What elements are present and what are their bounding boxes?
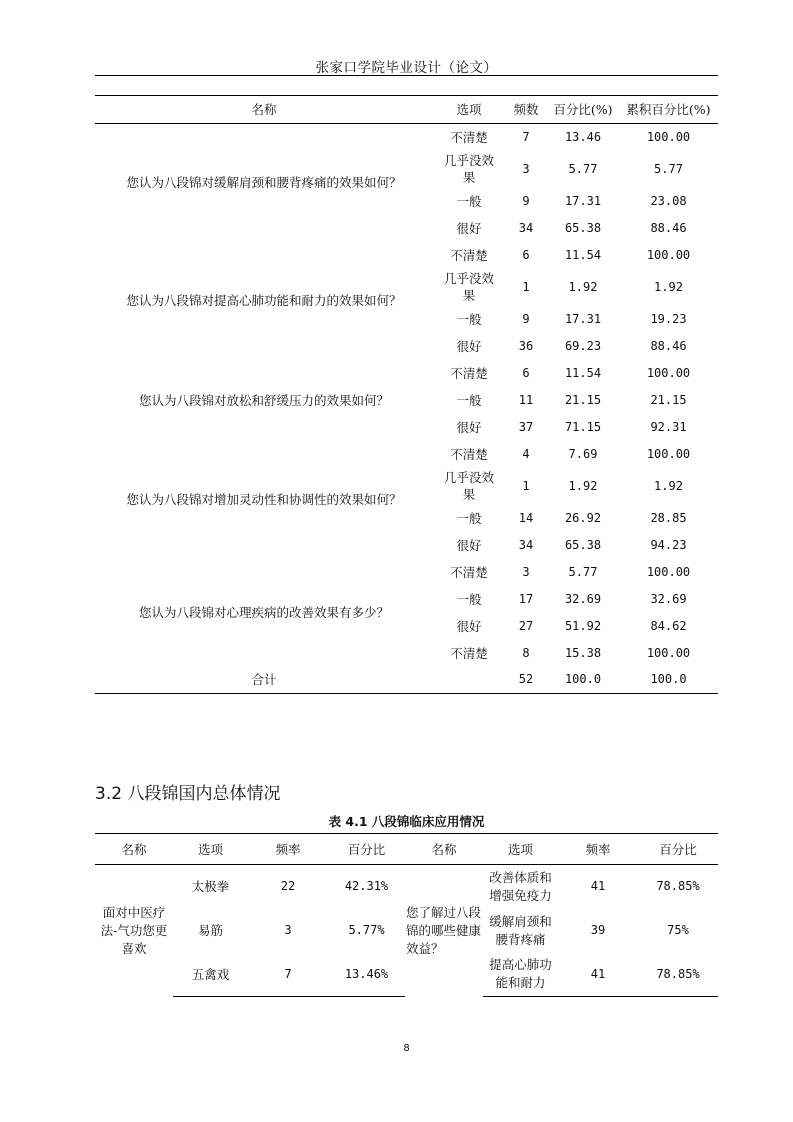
cumulative-percent-cell: 92.31 [650, 419, 687, 434]
percent-cell: 51.92 [564, 618, 602, 633]
frequency-cell: 4 [522, 446, 530, 461]
percent-cell: 21.15 [564, 392, 602, 407]
cumulative-percent-cell: 1.92 [654, 478, 683, 493]
option-cell: 不清楚 [450, 129, 488, 145]
table-row [95, 242, 718, 269]
column-header-name: 名称 [95, 96, 433, 124]
percent-cell: 42.31% [344, 879, 389, 894]
percent-cell: 11.54 [564, 365, 602, 380]
section-heading: 3.2 八段锦国内总体情况 [95, 784, 281, 804]
frequency-cell: 41 [558, 953, 638, 997]
column-header-option: 选项 [433, 96, 505, 124]
frequency-cell: 39 [590, 923, 606, 937]
frequency-cell: 37 [518, 419, 534, 434]
total-row [95, 667, 718, 694]
percent-cell: 65.38 [564, 220, 602, 235]
column-header-percent: 百分比(%) [547, 96, 619, 124]
total-cumulative-percent: 100.0 [619, 667, 718, 694]
option-text: 缓解肩颈和腰背疼痛 [489, 913, 552, 947]
percent-cell: 15.38 [564, 645, 602, 660]
survey-effect-table [95, 95, 718, 694]
column-header-name: 名称 [405, 834, 483, 865]
question-cell [95, 865, 173, 997]
column-header-frequency: 频数 [505, 96, 547, 124]
frequency-cell: 9 [522, 311, 530, 326]
cumulative-percent-cell: 84.62 [650, 618, 687, 633]
column-header-percent: 百分比 [328, 834, 405, 865]
frequency-cell: 1 [522, 478, 530, 493]
frequency-cell: 36 [518, 338, 534, 353]
percent-cell: 26.92 [564, 510, 602, 525]
cumulative-percent-cell: 1.92 [654, 279, 683, 294]
option-cell: 很好 [456, 338, 482, 354]
cumulative-percent-cell: 100.00 [646, 564, 691, 579]
frequency-cell: 7 [522, 129, 530, 144]
percent-cell: 5.77% [348, 923, 385, 937]
option-text: 改善体质和增强免疫力 [489, 869, 552, 903]
option-cell [483, 953, 558, 997]
column-header-frequency: 频率 [558, 834, 638, 865]
percent-cell: 65.38 [564, 537, 602, 552]
option-text: 几乎没效果 [443, 271, 494, 303]
total-percent: 100.0 [547, 667, 619, 694]
percent-cell: 71.15 [564, 419, 602, 434]
percent-cell: 1.92 [568, 478, 598, 493]
option-cell: 一般 [456, 193, 482, 209]
option-cell: 很好 [456, 419, 482, 435]
total-frequency: 52 [505, 667, 547, 694]
frequency-cell: 27 [518, 618, 534, 633]
frequency-cell: 11 [518, 392, 534, 407]
frequency-cell: 3 [522, 161, 530, 176]
frequency-cell: 3 [284, 923, 292, 937]
percent-cell: 17.31 [564, 311, 602, 326]
cumulative-percent-cell: 100.00 [646, 446, 691, 461]
cumulative-percent-cell: 5.77 [654, 161, 683, 176]
cumulative-percent-cell: 100.00 [646, 365, 691, 380]
frequency-cell: 34 [518, 220, 534, 235]
question-cell: 您认为八段锦对心理疾病的改善效果有多少？ [138, 605, 389, 620]
frequency-cell: 6 [522, 247, 530, 262]
frequency-cell: 34 [518, 537, 534, 552]
option-cell: 不清楚 [450, 365, 488, 381]
option-cell: 一般 [456, 591, 482, 607]
percent-cell: 78.85% [656, 879, 700, 894]
percent-cell: 5.77 [568, 161, 598, 176]
option-cell: 很好 [456, 220, 482, 236]
option-cell: 不清楚 [450, 564, 488, 580]
percent-cell: 11.54 [564, 247, 602, 262]
percent-cell: 5.77 [568, 564, 598, 579]
cumulative-percent-cell: 94.23 [650, 537, 687, 552]
page-header: 张家口学院毕业设计（论文） [315, 60, 498, 76]
percent-cell: 7.69 [568, 446, 598, 461]
table-header-row [95, 834, 718, 865]
table-row [95, 124, 718, 151]
frequency-cell: 7 [248, 953, 328, 997]
option-cell: 易筋 [197, 923, 223, 938]
option-cell: 一般 [456, 392, 482, 408]
cumulative-percent-cell: 100.00 [646, 247, 691, 262]
frequency-cell: 8 [522, 645, 530, 660]
percent-cell: 17.31 [564, 193, 602, 208]
cumulative-percent-cell: 88.46 [650, 220, 687, 235]
page-number: 8 [403, 1043, 410, 1054]
frequency-cell: 6 [522, 365, 530, 380]
percent-cell: 1.92 [568, 279, 598, 294]
percent-cell: 32.69 [564, 591, 602, 606]
column-header-percent: 百分比 [638, 834, 718, 865]
option-text: 几乎没效果 [443, 470, 494, 502]
cumulative-percent-cell: 21.15 [650, 392, 687, 407]
table-row [95, 360, 718, 387]
question-text: 您了解过八段锦的哪些健康效益？ [406, 904, 482, 956]
frequency-cell: 41 [590, 879, 606, 894]
column-header-name: 名称 [95, 834, 173, 865]
frequency-cell: 22 [280, 879, 296, 894]
frequency-cell: 14 [518, 510, 534, 525]
option-cell: 一般 [456, 510, 482, 526]
column-header-cumulative-percent: 累积百分比(%) [619, 96, 718, 124]
table-header-row [95, 96, 718, 124]
percent-cell: 75% [667, 923, 689, 937]
frequency-cell: 17 [518, 591, 534, 606]
option-cell: 不清楚 [450, 247, 488, 263]
cumulative-percent-cell: 28.85 [650, 510, 687, 525]
column-header-frequency: 频率 [248, 834, 328, 865]
option-cell [433, 269, 505, 306]
option-cell: 不清楚 [450, 446, 488, 462]
question-cell: 您认为八段锦对缓解肩颈和腰背疼痛的效果如何？ [126, 175, 402, 191]
option-cell [483, 865, 558, 909]
cumulative-percent-cell: 32.69 [650, 591, 687, 606]
option-cell [483, 909, 558, 953]
table-row [95, 441, 718, 468]
question-cell [405, 865, 483, 997]
total-option-cell [433, 667, 505, 694]
frequency-cell: 9 [522, 193, 530, 208]
cumulative-percent-cell: 100.00 [646, 129, 691, 144]
cumulative-percent-cell: 88.46 [650, 338, 687, 353]
question-text: 面对中医疗法-气功您更喜欢 [100, 904, 168, 956]
question-cell: 您认为八段锦对放松和舒缓压力的效果如何？ [138, 392, 389, 408]
cumulative-percent-cell: 23.08 [650, 193, 687, 208]
percent-cell: 13.46% [328, 953, 405, 997]
frequency-cell: 3 [522, 564, 530, 579]
option-cell: 五禽戏 [173, 953, 248, 997]
clinical-application-table [95, 833, 718, 997]
option-cell: 太极拳 [191, 879, 230, 895]
header-rule [95, 75, 718, 76]
option-text: 提高心肺功能和耐力 [489, 957, 552, 991]
percent-cell: 78.85% [638, 953, 718, 997]
option-cell: 不清楚 [450, 645, 488, 661]
cumulative-percent-cell: 19.23 [650, 311, 687, 326]
table-caption: 表 4.1 八段锦临床应用情况 [328, 814, 485, 829]
option-text: 几乎没效果 [443, 153, 494, 185]
frequency-cell: 1 [522, 279, 530, 294]
option-cell [433, 151, 505, 188]
option-cell: 很好 [456, 537, 482, 553]
table-row [95, 559, 718, 586]
option-cell [433, 468, 505, 505]
table-row [95, 865, 718, 909]
column-header-option: 选项 [483, 834, 558, 865]
option-cell: 一般 [456, 311, 482, 327]
cumulative-percent-cell: 100.00 [646, 645, 691, 660]
option-cell: 很好 [456, 618, 482, 634]
percent-cell: 13.46 [564, 129, 602, 144]
total-label: 合计 [95, 667, 433, 694]
percent-cell: 69.23 [564, 338, 602, 353]
question-cell: 您认为八段锦对增加灵动性和协调性的效果如何？ [126, 492, 402, 507]
column-header-option: 选项 [173, 834, 248, 865]
question-cell: 您认为八段锦对提高心肺功能和耐力的效果如何？ [126, 293, 402, 308]
